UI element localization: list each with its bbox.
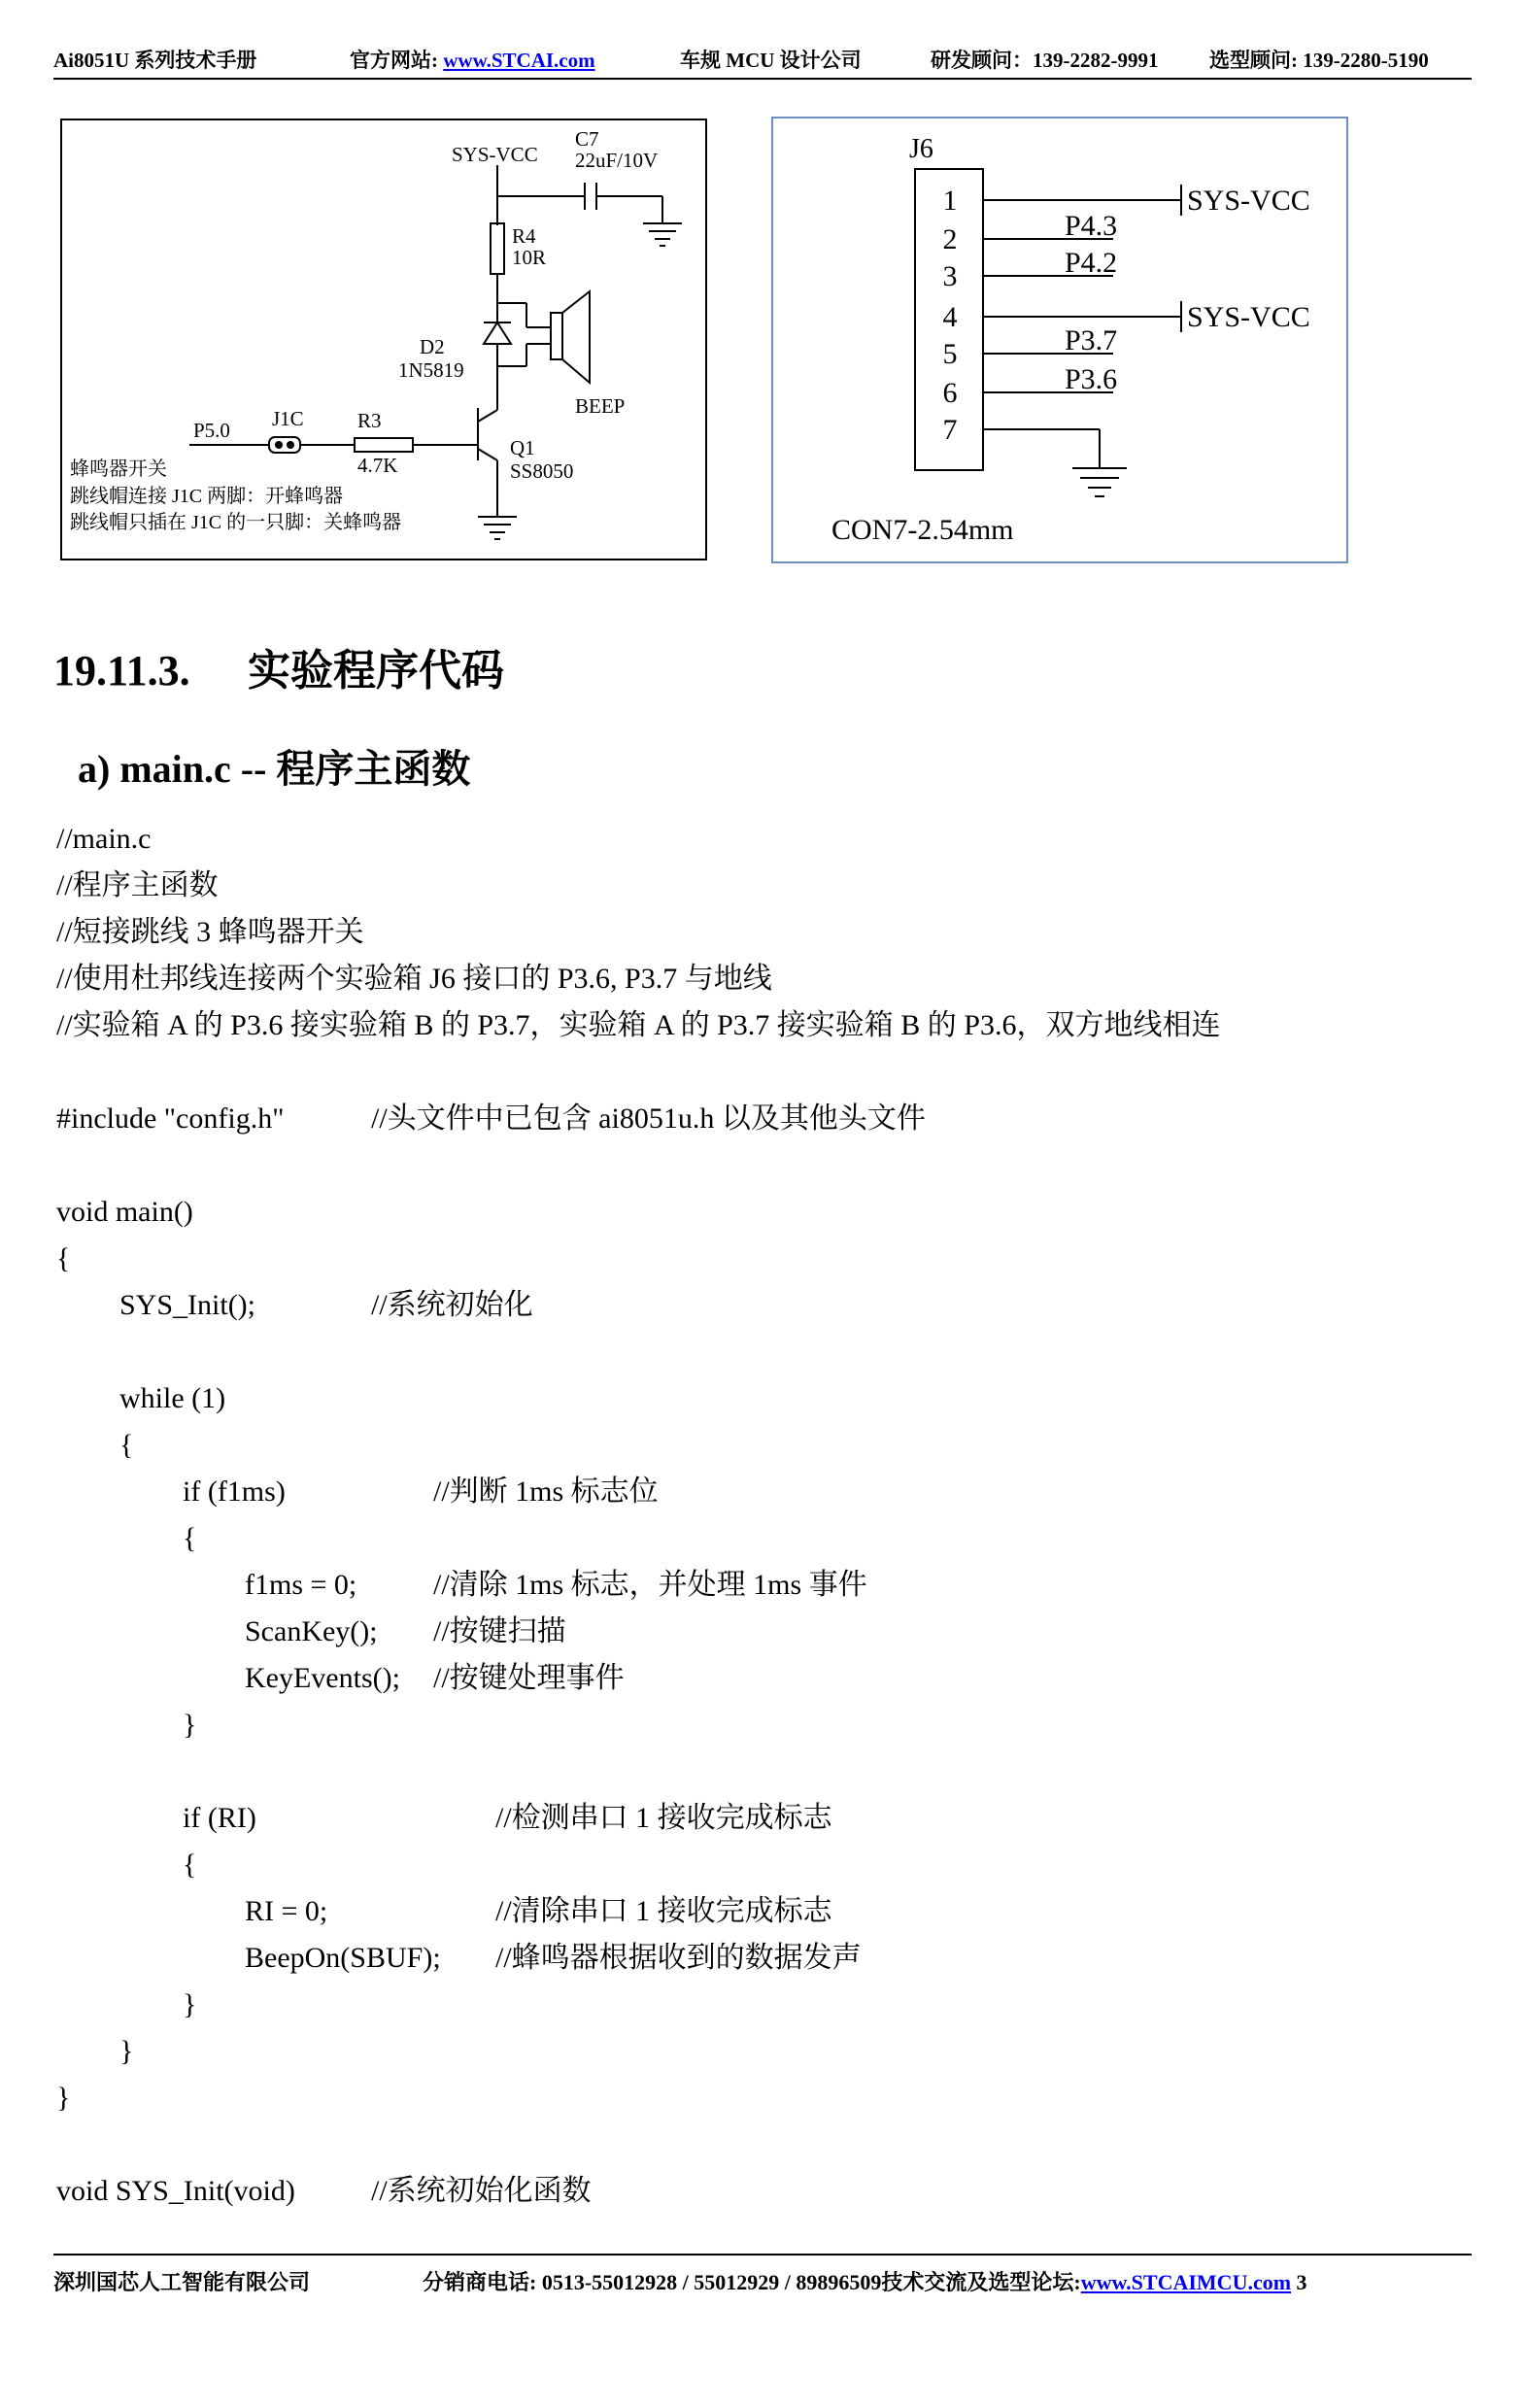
section-number: 19.11.3. (53, 647, 190, 695)
code-if-ri: if (RI) (183, 1802, 256, 1834)
code-comment-4: //使用杜邦线连接两个实验箱 J6 接口的 P3.6, P3.7 与地线 (56, 963, 772, 995)
label-beep: BEEP (575, 394, 626, 418)
footer-rule (53, 2254, 1472, 2255)
code-brace-close-1: } (56, 2082, 71, 2114)
label-r3-value: 4.7K (357, 454, 398, 477)
footer-distributor-text: 分销商电话: 0513-55012928 / 55012929 / 89896509技术交流及选型论坛: (423, 2270, 1081, 2294)
note-jumper-off: 跳线帽只插在 J1C 的一只脚：关蜂鸣器 (70, 512, 402, 533)
code-clear-ri: RI = 0; (245, 1895, 328, 1927)
j6-caption: CON7-2.54mm (831, 514, 1014, 546)
label-r3: R3 (357, 409, 382, 432)
j1c-pin-1 (275, 441, 283, 449)
label-r4: R4 (512, 224, 536, 248)
j6-pin-5: 5 (942, 338, 958, 370)
code-include: #include "config.h" (56, 1102, 285, 1135)
code-sysinit-call: SYS_Init(); (119, 1289, 256, 1321)
j6-pin-2: 2 (942, 223, 958, 255)
footer-company: 深圳国芯人工智能有限公司 (53, 2270, 311, 2294)
j6-net-p36: P3.6 (1065, 363, 1118, 395)
j6-net-p37: P3.7 (1065, 324, 1118, 356)
code-sysinit-signature-comment: //系统初始化函数 (371, 2175, 592, 2207)
label-c7: C7 (575, 127, 599, 151)
j6-pin-1: 1 (942, 185, 958, 217)
code-clear-f1ms-comment: //清除 1ms 标志，并处理 1ms 事件 (433, 1569, 867, 1601)
code-brace-open-2: { (119, 1429, 134, 1461)
code-if-f1ms: if (f1ms) (183, 1475, 286, 1508)
code-brace-open-4: { (183, 1848, 197, 1881)
note-buzzer-switch: 蜂鸣器开关 (70, 458, 167, 480)
label-p50: P5.0 (193, 419, 230, 442)
header-manual-title: Ai8051U 系列技术手册 (53, 49, 257, 72)
code-if-f1ms-comment: //判断 1ms 标志位 (433, 1475, 659, 1508)
code-clear-ri-comment: //清除串口 1 接收完成标志 (495, 1895, 832, 1927)
code-keyevents-comment: //按键处理事件 (433, 1662, 625, 1694)
label-sys-vcc: SYS-VCC (452, 143, 538, 166)
label-d2-value: 1N5819 (398, 358, 464, 382)
header-selection-contact: 选型顾问: 139-2280-5190 (1209, 49, 1429, 72)
j1c-pin-2 (287, 441, 294, 449)
header-site-label: 官方网站: (350, 49, 444, 72)
subsection-heading: a) main.c -- 程序主函数 (78, 747, 471, 791)
label-d2: D2 (420, 335, 445, 358)
label-q1-value: SS8050 (510, 459, 574, 483)
header-rd-contact: 研发顾问：139-2282-9991 (931, 49, 1159, 72)
j6-connector-diagram (771, 117, 1348, 563)
code-comment-5: //实验箱 A 的 P3.6 接实验箱 B 的 P3.7，实验箱 A 的 P3.7 接实验箱 B 的 P3.6，双方地线相连 (56, 1009, 1221, 1041)
section-heading (53, 635, 504, 697)
code-brace-close-2: } (119, 2035, 134, 2067)
code-comment-1: //main.c (56, 823, 152, 855)
code-sysinit-comment: //系统初始化 (371, 1289, 533, 1321)
code-main-signature: void main() (56, 1196, 193, 1228)
code-scankey-comment: //按键扫描 (433, 1615, 566, 1647)
buzzer-circuit-diagram (60, 119, 707, 560)
label-r4-value: 10R (512, 246, 547, 269)
j6-pin-4: 4 (942, 301, 958, 333)
j6-title: J6 (909, 134, 933, 164)
code-comment-3: //短接跳线 3 蜂鸣器开关 (56, 916, 364, 948)
note-jumper-on: 跳线帽连接 J1C 两脚：开蜂鸣器 (70, 486, 344, 507)
j6-vcc-2: SYS-VCC (1187, 301, 1310, 333)
header-website (350, 45, 595, 74)
j6-pin-6: 6 (942, 377, 958, 409)
footer-forum-link[interactable]: www.STCAIMCU.com (1080, 2270, 1292, 2294)
label-c7-value: 22uF/10V (575, 149, 659, 172)
code-brace-close-3: } (183, 1709, 197, 1741)
code-comment-2: //程序主函数 (56, 869, 219, 901)
header-site-link[interactable]: www.STCAI.com (443, 49, 595, 72)
code-beepon-comment: //蜂鸣器根据收到的数据发声 (495, 1942, 862, 1974)
footer-distributor (423, 2266, 1307, 2296)
j6-pin-7: 7 (942, 414, 958, 446)
code-brace-open-1: { (56, 1242, 71, 1274)
code-scankey: ScanKey(); (245, 1615, 378, 1647)
code-sysinit-signature: void SYS_Init(void) (56, 2175, 295, 2207)
j6-pin-3: 3 (942, 260, 958, 292)
label-j1c: J1C (272, 407, 304, 430)
header-rule (53, 78, 1472, 80)
page-number: 3 (1296, 2270, 1307, 2294)
j6-vcc-1: SYS-VCC (1187, 185, 1310, 217)
code-brace-close-4: } (183, 1988, 197, 2020)
code-clear-f1ms: f1ms = 0; (245, 1569, 357, 1601)
section-title: 实验程序代码 (248, 647, 504, 695)
code-if-ri-comment: //检测串口 1 接收完成标志 (495, 1802, 832, 1834)
header-company: 车规 MCU 设计公司 (680, 49, 862, 72)
code-while: while (1) (119, 1382, 226, 1414)
label-q1: Q1 (510, 436, 535, 459)
code-keyevents: KeyEvents(); (245, 1662, 400, 1694)
code-include-comment: //头文件中已包含 ai8051u.h 以及其他头文件 (371, 1102, 926, 1135)
j6-net-p42: P4.2 (1065, 247, 1118, 279)
code-beepon: BeepOn(SBUF); (245, 1942, 441, 1974)
code-brace-open-3: { (183, 1522, 197, 1554)
j6-net-p43: P4.3 (1065, 210, 1118, 242)
